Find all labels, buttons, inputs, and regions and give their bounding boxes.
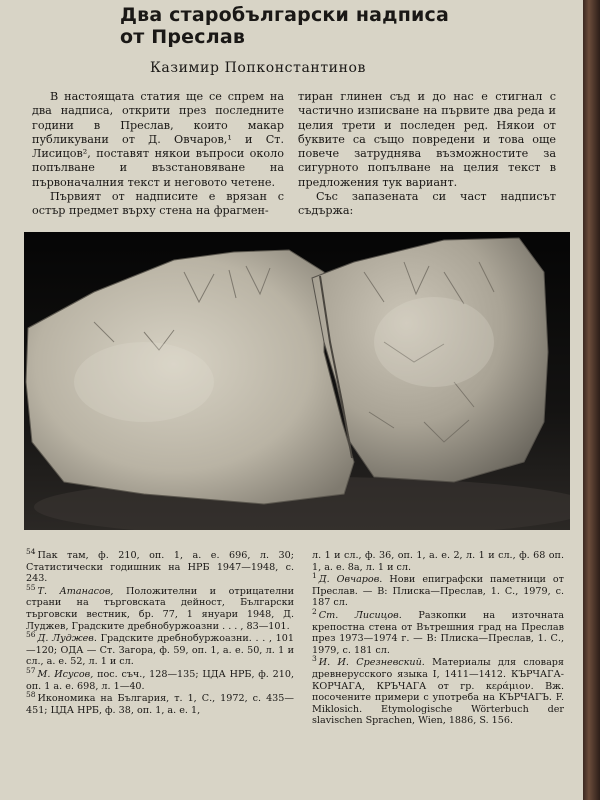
- paragraph: Първият от надписите е врязан с остър предмет върху стена на фрагмен-: [32, 190, 284, 218]
- book-spine-edge: [583, 0, 600, 800]
- author-name: Казимир Попконстантинов: [150, 60, 367, 76]
- footnote: [26, 582, 294, 632]
- footnote: [312, 606, 564, 656]
- footnote-text: л. 1 и сл., ф. 36, оп. 1, а. е. 2, л. 1 и сл., ф. 68 оп. 1, а. е. 8а, л. 1 и сл.: [312, 550, 564, 573]
- footnote-number: 55: [26, 582, 36, 592]
- article-title: [120, 4, 560, 48]
- left-text-column: [32, 90, 284, 219]
- footnote-text: Положителни и отрицателни страни на търговската дейност, Български търговски вестник, бр. 77, 1 януари 1948, Д. Луджев, Градските дребнобуржоазни . . . , 83—101.: [26, 585, 294, 632]
- footnote-number: 1: [312, 571, 317, 580]
- footnote-number: 2: [312, 606, 317, 616]
- footnote-author: Д. Луджев.: [37, 633, 97, 645]
- footnote-text: Разкопки на източната крепостна стена от Вътрешния град на Преслав през 1973—1974 г. — В: Плиска—Преслав, 1. С., 1979, с. 181 сл.: [312, 609, 564, 656]
- title-line-2: от Преслав: [120, 26, 246, 48]
- footnote: [312, 654, 564, 727]
- footnote-author: Д. Овчаров.: [318, 574, 383, 586]
- footnote-text: пос. съч., 128—135; ЦДА НРБ, ф. 210, оп. 1 а. е. 698, л. 1—40.: [26, 668, 294, 692]
- footnote-text: Градските дребнобуржоазни. . . , 101—120; ОДА — Ст. Загора, ф. 59, оп. 1, а. е. 50, л. 1 и сл., а. е. 52, л. 1 и сл.: [26, 633, 294, 668]
- paragraph: тиран глинен съд и до нас е стигнал с частично изписване на първите два реда и целия трети и последен ред. Някои от буквите са също повредени и това още повече затруднява възможностите за сигурното попълване на целия текст в предложения тук вариант.: [298, 90, 556, 189]
- footnote-text: Нови епиграфски паметници от Преслав. — В: Плиска—Преслав, 1. С., 1979, с. 187 сл.: [312, 574, 564, 609]
- right-text-column: [298, 90, 556, 219]
- footnote-author: Т. Атанасов,: [37, 585, 114, 597]
- footnote: [312, 571, 564, 609]
- title-line-1: Два старобългарски надписа: [120, 4, 450, 26]
- footnote-number: 57: [26, 665, 36, 675]
- footnote-author: И. И. Срезневский.: [318, 657, 425, 669]
- paragraph: Със запазената си част надписът съдържа:: [298, 190, 556, 218]
- pottery-fragment-image: [24, 232, 570, 530]
- footnote-number: 58: [26, 689, 36, 699]
- footnote-text: Пак там, ф. 210, оп. 1, а. е. 696, л. 30; Статистически годишник на НРБ 1947—1948, с. 243.: [26, 550, 294, 585]
- pottery-fragment-photo-svg: [24, 232, 570, 530]
- footnote-text: Материалы для словаря древнерусского языка I, 1411—1412. КЪРЧАГА-КОРЧАГА, КРЪЧАГА от гр. κεράμιον. Вж. посочените примери с употреба на КЪРЧАГЪ. F. Miklosich. Etymologische Wörterbuch der slavischen Sprachen, Wien, 1886, S. 156.: [312, 657, 564, 727]
- paragraph: В настоящата статия ще се спрем на два надписа, открити през последните години в Преслав, които макар публикувани от Д. Овчаров,¹ и Ст. Лисицов², поставят някои въпроси около попълване и възстановяване на първоначалния текст и неговото четене.: [32, 90, 284, 189]
- footnote-author: Ст. Лисицов.: [318, 609, 402, 621]
- footnote: [26, 665, 294, 692]
- footnote: [26, 546, 294, 585]
- footnote-text: Икономика на България, т. 1, С., 1972, с. 435—451; ЦДА НРБ, ф. 38, оп. 1, а. е. 1,: [26, 693, 294, 716]
- footnote-author: М. Исусов,: [37, 668, 94, 680]
- footnote: [26, 689, 294, 716]
- footnote: [312, 550, 564, 573]
- footnotes-right: [312, 550, 564, 728]
- footnote: [26, 629, 294, 668]
- footnote-number: 56: [26, 629, 36, 639]
- footnote-number: 54: [26, 546, 36, 556]
- footnote-number: 3: [312, 654, 317, 664]
- footnotes-left: [26, 546, 294, 717]
